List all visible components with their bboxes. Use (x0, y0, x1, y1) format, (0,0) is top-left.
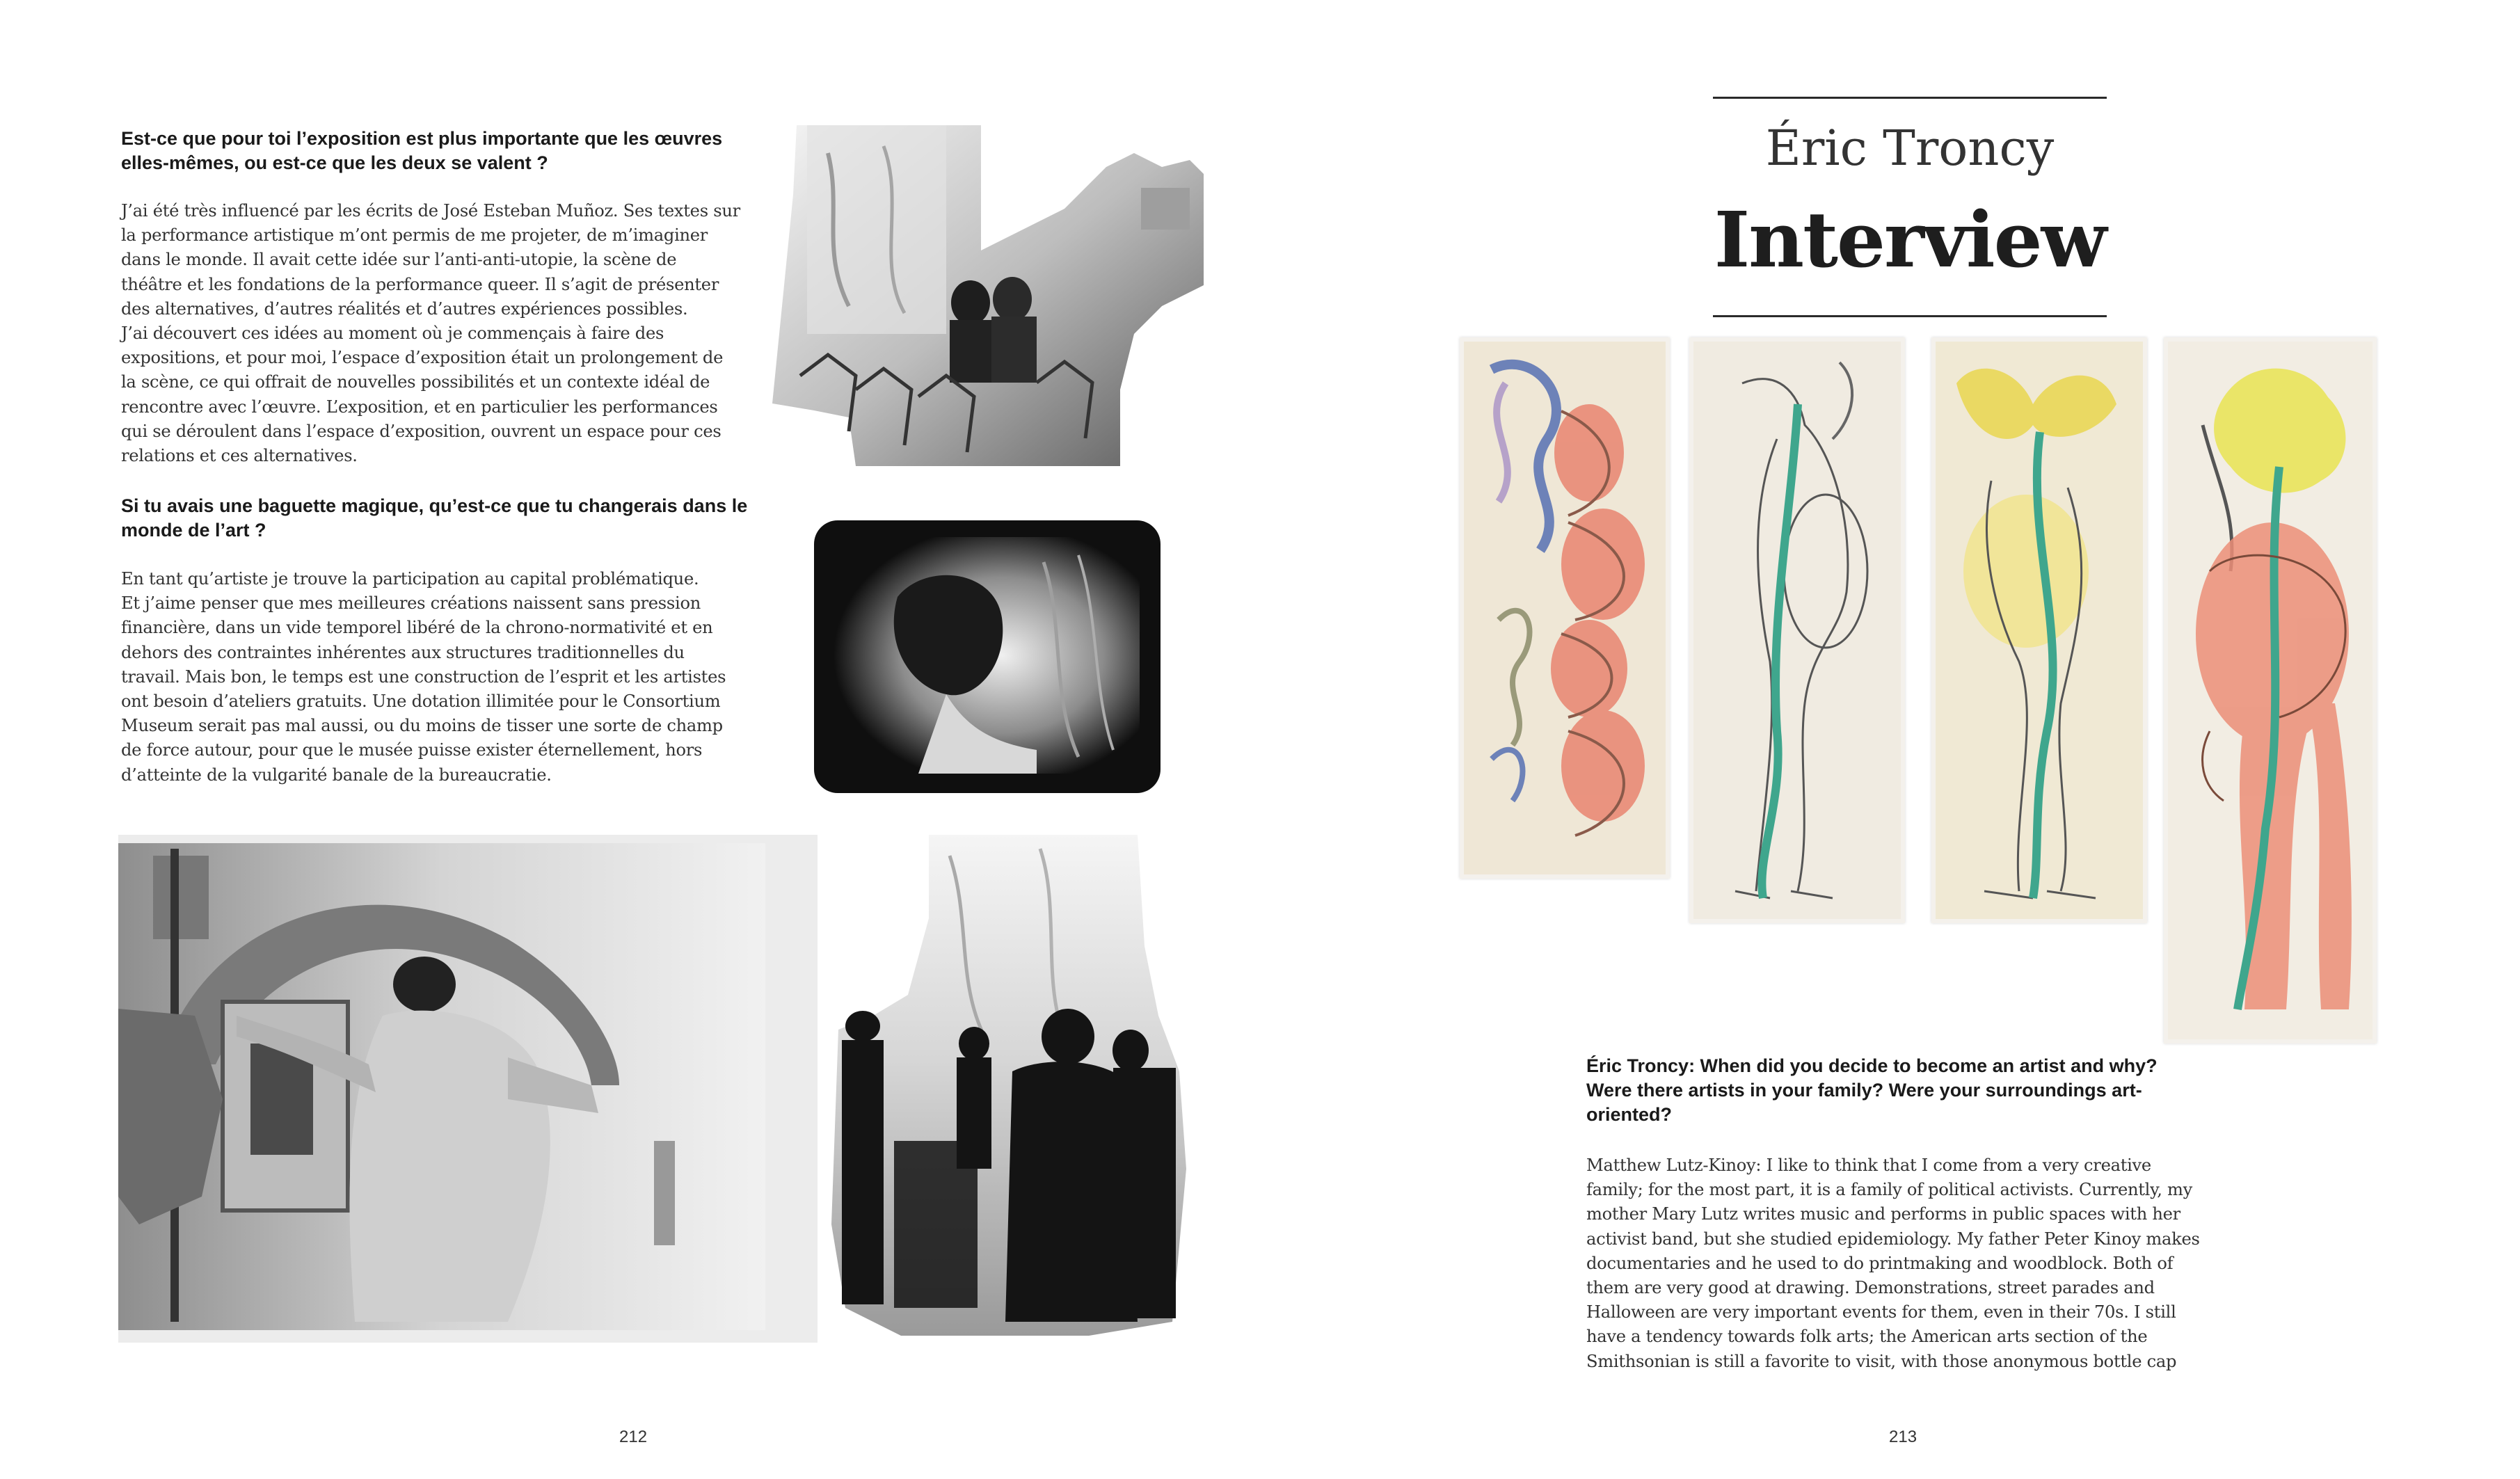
answer-line: them are very good at drawing. Demonstrations, street parades and (1586, 1278, 2155, 1298)
page-number-left: 212 (619, 1428, 648, 1446)
answer-2-line: d’atteinte de la vulgarité banale de la bureaucratie. (121, 765, 552, 785)
answer-1-line: J’ai découvert ces idées au moment où je commençais à faire des (121, 323, 664, 344)
answer-line: activist band, but she studied epidemiology. My father Peter Kinoy makes (1586, 1229, 2200, 1249)
answer-2-line: de force autour, pour que le musée puisse exister éternellement, hors (121, 740, 703, 760)
question-2: Si tu avais une baguette magique, qu’est-ce que tu changerais dans le monde de l’art ? (121, 495, 748, 541)
answer-1-line: la performance artistique m’ont permis de me projeter, de m’imaginer (121, 225, 708, 246)
answer-1-line: rencontre avec l’œuvre. L’exposition, et en particulier les performances (121, 397, 718, 417)
answer-1-line: J’ai été très influencé par les écrits de José Esteban Muñoz. Ses textes sur (121, 201, 740, 221)
answer-line: have a tendency towards folk arts; the American arts section of the (1586, 1327, 2148, 1347)
interview-title: Interview (1714, 195, 2106, 285)
answer-2-line: En tant qu’artiste je trouve la participation au capital problématique. (121, 569, 699, 589)
interview-answer (1586, 1153, 2247, 1374)
photo-gathering (772, 125, 1204, 466)
answer-1-line: des alternatives, d’autres réalités et d’autres expériences possibles. (121, 298, 688, 319)
question-1: Est-ce que pour toi l’exposition est plus importante que les œuvres elles-mêmes, ou est-ce que les deux se valent ? (121, 128, 723, 173)
answer-1-line: expositions, et pour moi, l’espace d’exposition était un prolongement de (121, 348, 724, 368)
question-line: Éric Troncy: When did you decide to become an artist and why? (1586, 1055, 2158, 1076)
photo-portrait (814, 520, 1161, 793)
answer-1-line: relations et ces alternatives. (121, 446, 358, 466)
drawing-1 (1460, 337, 1670, 879)
answer-1-line: la scène, ce qui offrait de nouvelles possibilités et un contexte idéal de (121, 372, 710, 392)
top-rule (1713, 97, 2107, 99)
answer-2-line: Museum serait pas mal aussi, ou du moins de tisser une sorte de champ (121, 716, 723, 736)
answer-line: family; for the most part, it is a family of political activists. Currently, my (1586, 1180, 2193, 1200)
bottom-rule (1713, 315, 2107, 317)
answer-1-line: théâtre et les fondations de la performance queer. Il s’agit de présenter (121, 274, 719, 294)
answer-2 (121, 567, 768, 788)
drawing-3 (1931, 337, 2147, 923)
answer-2-line: financière, dans un vide temporel libéré de la chrono-normativité et en (121, 618, 713, 638)
answer-line: Matthew Lutz-Kinoy: I like to think that I come from a very creative (1586, 1156, 2151, 1175)
answer-line: documentaries and he used to do printmaking and woodblock. Both of (1586, 1253, 2174, 1273)
answer-1-line: qui se déroulent dans l’espace d’exposition, ouvrent un espace pour ces (121, 421, 721, 441)
photo-arch-performer (118, 835, 818, 1343)
answer-line: mother Mary Lutz writes music and performs in public spaces with her (1586, 1204, 2180, 1224)
answer-line: Halloween are very important events for them, even in their 70s. I still (1586, 1302, 2176, 1322)
page-number-right: 213 (1889, 1428, 1917, 1446)
answer-2-line: ont besoin d’ateliers gratuits. Une dotation illimitée pour le Consortium (121, 691, 721, 712)
question-line: Were there artists in your family? Were your surroundings art- (1586, 1080, 2142, 1101)
answer-line: Smithsonian is still a favorite to visit, with those anonymous bottle cap (1586, 1351, 2177, 1371)
answer-2-line: dehors des contraintes inhérentes aux structures traditionnelles du (121, 642, 685, 662)
drawing-2 (1689, 337, 1905, 923)
answer-2-line: travail. Mais bon, le temps est une construction de l’esprit et les artistes (121, 666, 726, 687)
answer-2-line: Et j’aime penser que mes meilleures créations naissent sans pression (121, 593, 701, 614)
question-line: oriented? (1586, 1104, 1673, 1125)
answer-1 (121, 199, 768, 468)
drawing-4 (2164, 337, 2377, 1044)
answer-1-line: dans le monde. Il avait cette idée sur l’anti-anti-utopie, la scène de (121, 250, 677, 270)
photo-crowd (831, 835, 1190, 1336)
author-name: Éric Troncy (1765, 120, 2055, 177)
interview-question (1586, 1054, 2212, 1127)
